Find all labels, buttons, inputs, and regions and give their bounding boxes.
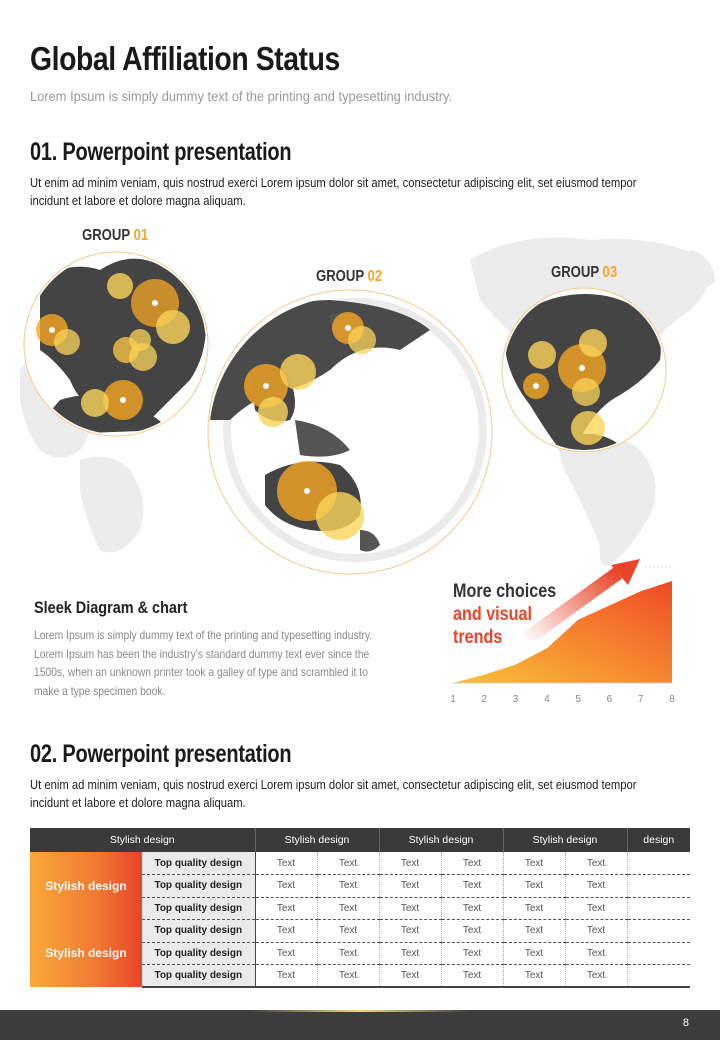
table-row [30, 852, 690, 875]
page-title: Global Affiliation Status [30, 40, 340, 77]
table-cell: Text [255, 942, 317, 965]
table-cell-empty [627, 875, 690, 898]
page-subtitle: Lorem Ipsum is simply dummy text of the printing and typesetting industry. [30, 88, 453, 104]
x-tick-label: 5 [575, 694, 581, 705]
table-cell-empty [627, 965, 690, 988]
table-header: Stylish design [503, 828, 627, 852]
table-cell: Text [379, 942, 441, 965]
table-cell: Text [255, 920, 317, 943]
table-cell: Text [503, 920, 565, 943]
table-cell-empty [627, 942, 690, 965]
table-header: Stylish design [255, 828, 379, 852]
table-cell: Text [317, 875, 379, 898]
table-cell: Text [441, 897, 503, 920]
table-cell: Text [379, 965, 441, 988]
chart-heading-line2: and visual [453, 604, 532, 625]
table-cell: Text [503, 942, 565, 965]
table-cell: Text [379, 897, 441, 920]
table-cell: Text [255, 875, 317, 898]
table-header-row [30, 828, 690, 852]
table-cell: Text [441, 965, 503, 988]
table-cell-empty [627, 897, 690, 920]
table-cell: Text [565, 852, 627, 875]
table-cell: Text [255, 897, 317, 920]
table-header: Stylish design [379, 828, 503, 852]
table-cell: Text [503, 875, 565, 898]
group-01-label: GROUP 01 [82, 227, 149, 244]
table-cell: Text [317, 920, 379, 943]
table-cell: Text [565, 920, 627, 943]
chart-heading [453, 580, 556, 649]
section1-body: Ut enim ad minim veniam, quis nostrud exerci Lorem ipsum dolor sit amet, consectetur adipiscing elit, set eiusmod tempor incidunt et labore et dolore magna aliquam. [30, 176, 637, 208]
table-cell: Text [317, 965, 379, 988]
row-label: Top quality design [142, 852, 255, 875]
table-cell-empty [627, 920, 690, 943]
chart-heading-line3: trends [453, 627, 503, 648]
table-cell: Text [441, 852, 503, 875]
table-cell-empty [627, 852, 690, 875]
table-cell: Text [317, 852, 379, 875]
table-cell: Text [565, 965, 627, 988]
table-cell: Text [317, 897, 379, 920]
table-row [30, 920, 690, 943]
section2-title: 02. Powerpoint presentation [30, 740, 292, 768]
row-group-label: Stylish design [30, 852, 142, 920]
footer-bar [0, 1010, 720, 1040]
x-tick-label: 4 [544, 694, 550, 705]
table-cell: Text [441, 920, 503, 943]
table-cell: Text [379, 852, 441, 875]
x-tick-label: 2 [481, 694, 488, 705]
row-label: Top quality design [142, 875, 255, 898]
row-label: Top quality design [142, 965, 255, 988]
table-cell: Text [441, 942, 503, 965]
table-cell: Text [255, 852, 317, 875]
table-cell: Text [441, 875, 503, 898]
x-tick-label: 1 [450, 694, 456, 705]
x-tick-label: 7 [637, 694, 644, 705]
section1-title: 01. Powerpoint presentation [30, 138, 292, 166]
table-cell: Text [503, 852, 565, 875]
comparison-table [30, 828, 690, 988]
table-header: design [627, 828, 690, 852]
x-tick-label: 8 [669, 694, 675, 705]
table-cell: Text [317, 942, 379, 965]
table-cell: Text [255, 965, 317, 988]
footer-accent [250, 1010, 470, 1012]
sleek-body: Lorem Ipsum is simply dummy text of the printing and typesetting industry. Lorem Ipsum has been the industry's standard dummy text ever since the 1500s, when an unknown printer took a galley of type and scrambled it to make a type specimen book. [34, 628, 373, 698]
x-tick-label: 3 [512, 694, 519, 705]
table-cell: Text [503, 897, 565, 920]
chart-heading-line1: More choices [453, 581, 557, 602]
table-cell: Text [565, 875, 627, 898]
row-group-label: Stylish design [30, 920, 142, 988]
table-cell: Text [565, 897, 627, 920]
group-03-label: GROUP 03 [551, 264, 618, 281]
sleek-title: Sleek Diagram & chart [34, 598, 188, 617]
section2-body: Ut enim ad minim veniam, quis nostrud exerci Lorem ipsum dolor sit amet, consectetur adipiscing elit, set eiusmod tempor incidunt et labore et dolore magna aliquam. [30, 778, 637, 810]
page-number: 8 [682, 1017, 689, 1029]
table-cell: Text [565, 942, 627, 965]
row-label: Top quality design [142, 920, 255, 943]
table-cell: Text [379, 875, 441, 898]
x-tick-label: 6 [606, 694, 613, 705]
table-header: Stylish design [30, 828, 255, 852]
row-label: Top quality design [142, 897, 255, 920]
table-cell: Text [503, 965, 565, 988]
group-02-label: GROUP 02 [316, 268, 383, 285]
row-label: Top quality design [142, 942, 255, 965]
table-cell: Text [379, 920, 441, 943]
